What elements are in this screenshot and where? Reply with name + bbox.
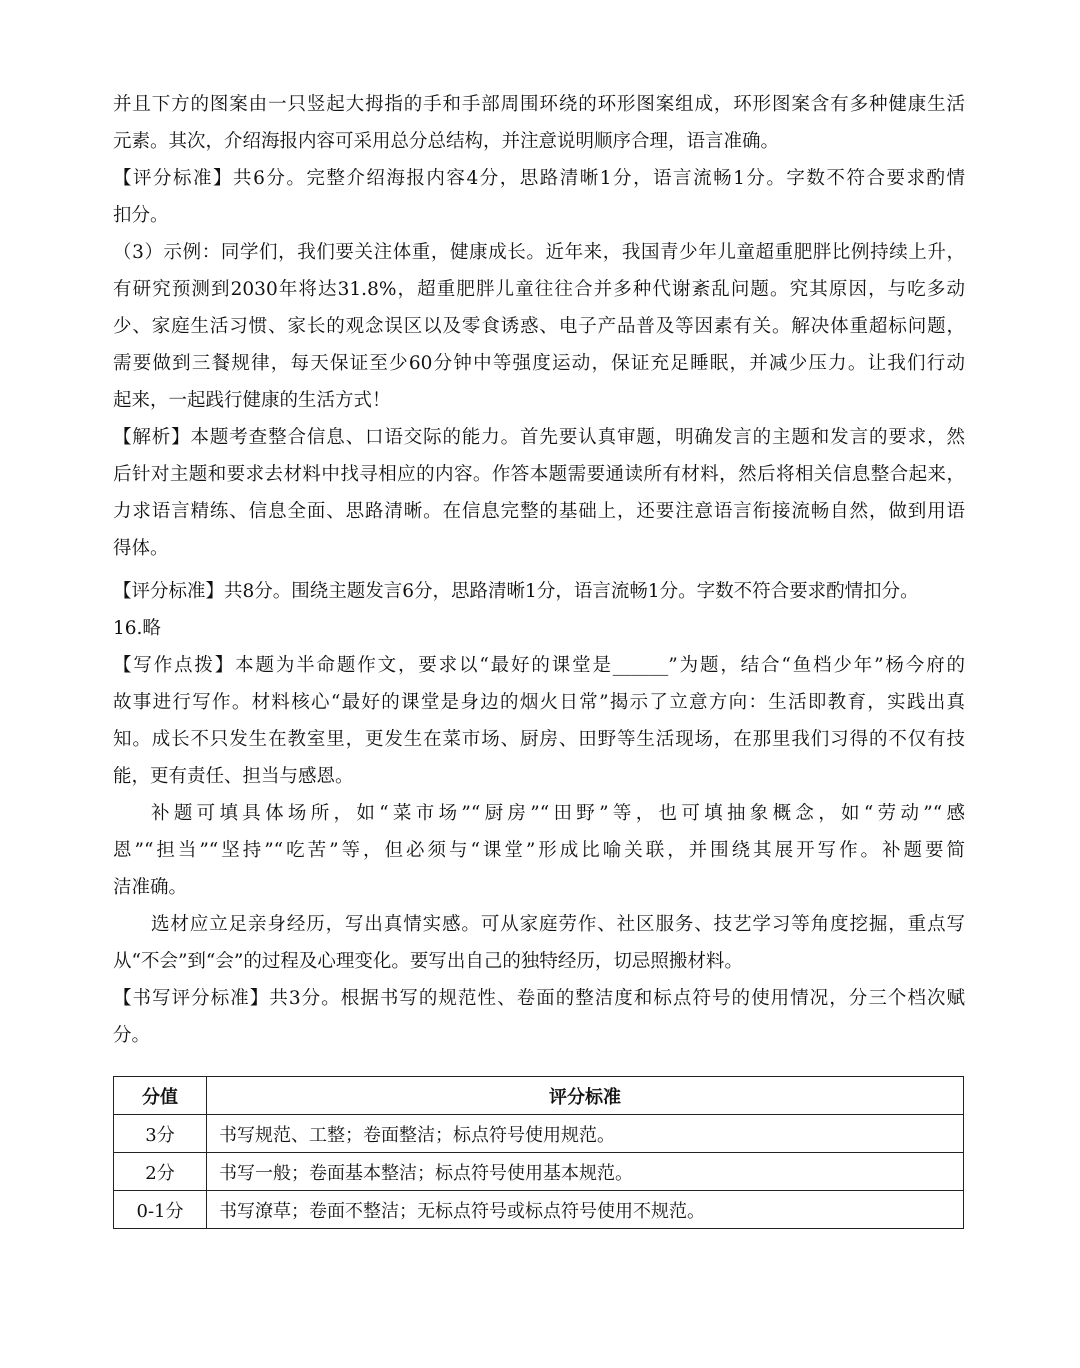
table-cell-score: 3分 [114, 1115, 207, 1153]
text-line: 能，更有责任、担当与感恩。 [113, 766, 354, 787]
text-line: 少、家庭生活习惯、家长的观念误区以及零食诱惑、电子产品普及等因素有关。解决体重超标问题， [113, 316, 965, 337]
table-header-row [114, 1077, 964, 1115]
table-cell-score: 2分 [114, 1153, 207, 1191]
table-cell-criteria: 书写潦草；卷面不整洁；无标点符号或标点符号使用不规范。 [207, 1191, 964, 1229]
question-number: 16.略 [113, 618, 161, 639]
text-line: 选材应立足亲身经历，写出真情实感。可从家庭劳作、社区服务、技艺学习等角度挖掘，重点写 [151, 914, 965, 935]
table-row [114, 1191, 964, 1229]
table-header: 评分标准 [207, 1077, 964, 1115]
document-body [113, 86, 965, 1054]
text-line: 补题可填具体场所，如“菜市场”“厨房”“田野”等，也可填抽象概念，如“劳动”“感 [151, 803, 965, 824]
text-line: 知。成长不只发生在教室里，更发生在菜市场、厨房、田野等生活现场，在那里我们习得的不仅有技 [113, 729, 965, 750]
text-line: 洁准确。 [113, 877, 188, 898]
text-line: 从“不会”到“会”的过程及心理变化。要写出自己的独特经历，切忌照搬材料。 [113, 951, 743, 972]
scoring-table [113, 1076, 964, 1229]
table-cell-criteria: 书写一般；卷面基本整洁；标点符号使用基本规范。 [207, 1153, 964, 1191]
text-line: （3）示例：同学们，我们要关注体重，健康成长。近年来，我国青少年儿童超重肥胖比例持续上升， [113, 242, 965, 263]
text-line: 需要做到三餐规律，每天保证至少60分钟中等强度运动，保证充足睡眠，并减少压力。让我们行动 [113, 353, 965, 374]
table-cell-score: 0-1分 [114, 1191, 207, 1229]
text-line: 扣分。 [113, 205, 169, 226]
text-line: 后针对主题和要求去材料中找寻相应的内容。作答本题需要通读所有材料，然后将相关信息整合起来， [113, 464, 965, 485]
text-line: 【书写评分标准】共3分。根据书写的规范性、卷面的整洁度和标点符号的使用情况，分三个档次赋 [113, 988, 965, 1009]
table-cell-criteria: 书写规范、工整；卷面整洁；标点符号使用规范。 [207, 1115, 964, 1153]
text-line: 元素。其次，介绍海报内容可采用总分总结构，并注意说明顺序合理，语言准确。 [113, 131, 780, 152]
text-line: 分。 [113, 1025, 151, 1046]
text-line: 恩”“担当”“坚持”“吃苦”等，但必须与“课堂”形成比喻关联，并围绕其展开写作。补题要简 [113, 840, 965, 861]
text-line: 【写作点拨】本题为半命题作文，要求以“最好的课堂是______”为题，结合“鱼档少年”杨今府的 [113, 655, 965, 676]
table-row [114, 1115, 964, 1153]
text-line: 并且下方的图案由一只竖起大拇指的手和手部周围环绕的环形图案组成，环形图案含有多种健康生活 [113, 94, 965, 115]
table-header: 分值 [114, 1077, 207, 1115]
text-line: 力求语言精练、信息全面、思路清晰。在信息完整的基础上，还要注意语言衔接流畅自然，做到用语 [113, 501, 965, 522]
text-line: 故事进行写作。材料核心“最好的课堂是身边的烟火日常”揭示了立意方向：生活即教育，实践出真 [113, 692, 965, 713]
text-line: 起来，一起践行健康的生活方式！ [113, 390, 391, 411]
text-line: 有研究预测到2030年将达31.8%，超重肥胖儿童往往合并多种代谢紊乱问题。究其原因，与吃多动 [113, 279, 965, 300]
table-row [114, 1153, 964, 1191]
text-line: 【评分标准】共8分。围绕主题发言6分，思路清晰1分，语言流畅1分。字数不符合要求酌情扣分。 [113, 581, 919, 602]
text-line: 得体。 [113, 538, 169, 559]
text-line: 【解析】本题考查整合信息、口语交际的能力。首先要认真审题，明确发言的主题和发言的要求，然 [113, 427, 965, 448]
text-line: 【评分标准】共6分。完整介绍海报内容4分，思路清晰1分，语言流畅1分。字数不符合要求酌情 [113, 168, 965, 189]
